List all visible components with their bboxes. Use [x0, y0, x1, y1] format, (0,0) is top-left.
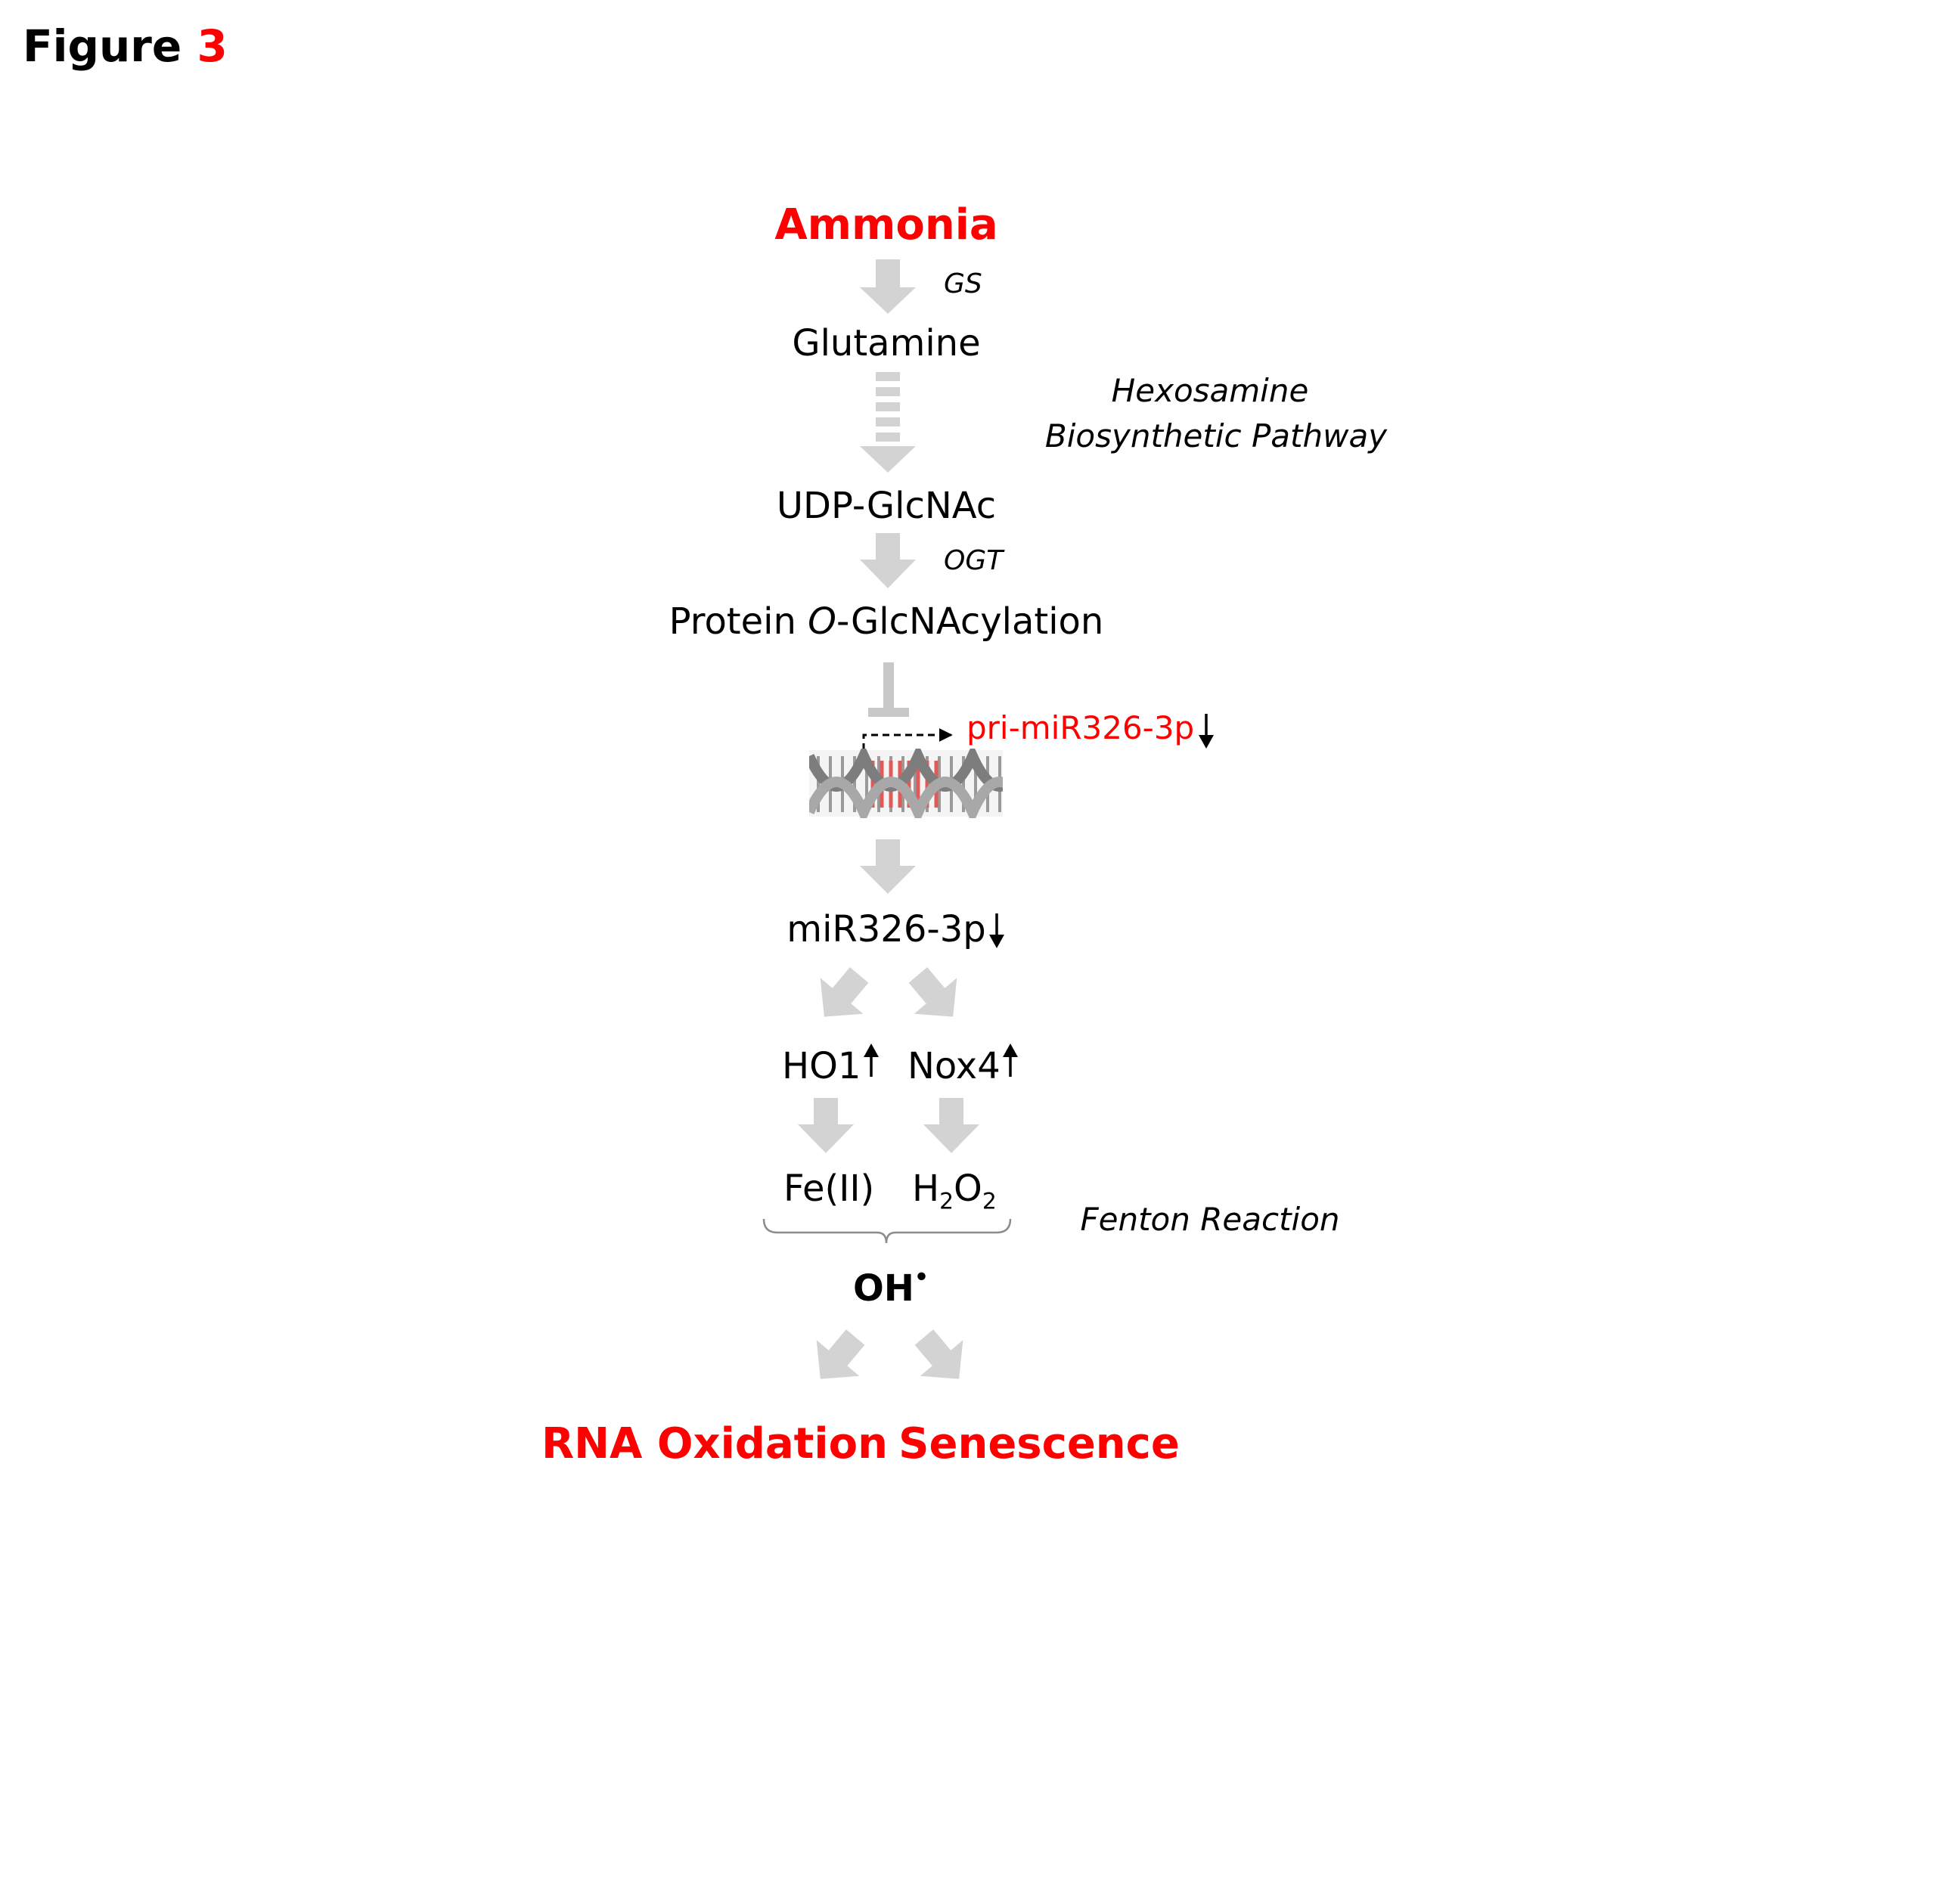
- h2o2-sub1: 2: [939, 1188, 954, 1215]
- inhibition-symbol: [868, 662, 909, 717]
- protein-o-italic: O: [808, 600, 836, 643]
- annotation-hexosamine-line2: Biosynthetic Pathway: [1044, 417, 1388, 454]
- node-mir326-3p: miR326-3p: [786, 908, 986, 950]
- node-oh-radical: [853, 1264, 929, 1310]
- node-pri-mir326-3p: pri-miR326-3p: [966, 709, 1195, 746]
- transcription-arrow: [864, 735, 951, 750]
- arrow-mir-ho1: [803, 957, 881, 1035]
- protein-suffix: -GlcNAcylation: [836, 600, 1104, 643]
- arrow-oh-senescence: [903, 1319, 981, 1397]
- oh-text: OH: [853, 1267, 914, 1310]
- h2o2-o: O: [954, 1168, 982, 1210]
- dna-helix-icon: [809, 750, 1027, 817]
- node-senescence: Senescence: [898, 1419, 1180, 1468]
- node-h2o2: [912, 1168, 997, 1215]
- node-protein-o-glcnacylation: [669, 600, 1104, 643]
- arrow-ammonia-glutamine: [860, 259, 916, 314]
- arrow-mir-nox4: [897, 957, 975, 1035]
- node-fe-ii: Fe(II): [783, 1168, 875, 1210]
- node-glutamine: Glutamine: [792, 322, 981, 364]
- enzyme-gs: GS: [944, 268, 982, 299]
- arrow-glutamine-udp-striped: [860, 372, 916, 473]
- node-ho1: HO1: [782, 1045, 861, 1087]
- arrow-dna-mir: [860, 839, 916, 894]
- node-nox4: Nox4: [908, 1045, 1001, 1087]
- protein-prefix: Protein: [669, 600, 808, 643]
- arrow-oh-rna: [799, 1319, 877, 1397]
- arrow-nox4-h2o2: [923, 1098, 979, 1153]
- fenton-brace: [764, 1219, 1010, 1243]
- node-udp-glcnac: UDP-GlcNAc: [776, 485, 997, 527]
- h2o2-sub2: 2: [982, 1188, 997, 1215]
- enzyme-ogt: OGT: [944, 545, 1004, 576]
- annotation-hexosamine-line1: Hexosamine: [1111, 372, 1309, 409]
- mir-down-arrow: [989, 913, 1004, 948]
- h2o2-h: H: [912, 1168, 940, 1210]
- nox4-up-arrow: [1003, 1043, 1018, 1077]
- node-rna-oxidation: RNA Oxidation: [541, 1419, 888, 1468]
- annotation-fenton-reaction: Fenton Reaction: [1080, 1201, 1340, 1238]
- figure-label: Figure: [23, 20, 182, 72]
- pri-mir-down-arrow: [1199, 714, 1214, 749]
- arrow-udp-protein: [860, 533, 916, 588]
- oh-radical-dot: •: [914, 1264, 929, 1292]
- node-ammonia: Ammonia: [774, 200, 998, 250]
- ho1-up-arrow: [864, 1043, 879, 1077]
- figure-number: 3: [197, 20, 228, 72]
- arrow-ho1-fe: [798, 1098, 854, 1153]
